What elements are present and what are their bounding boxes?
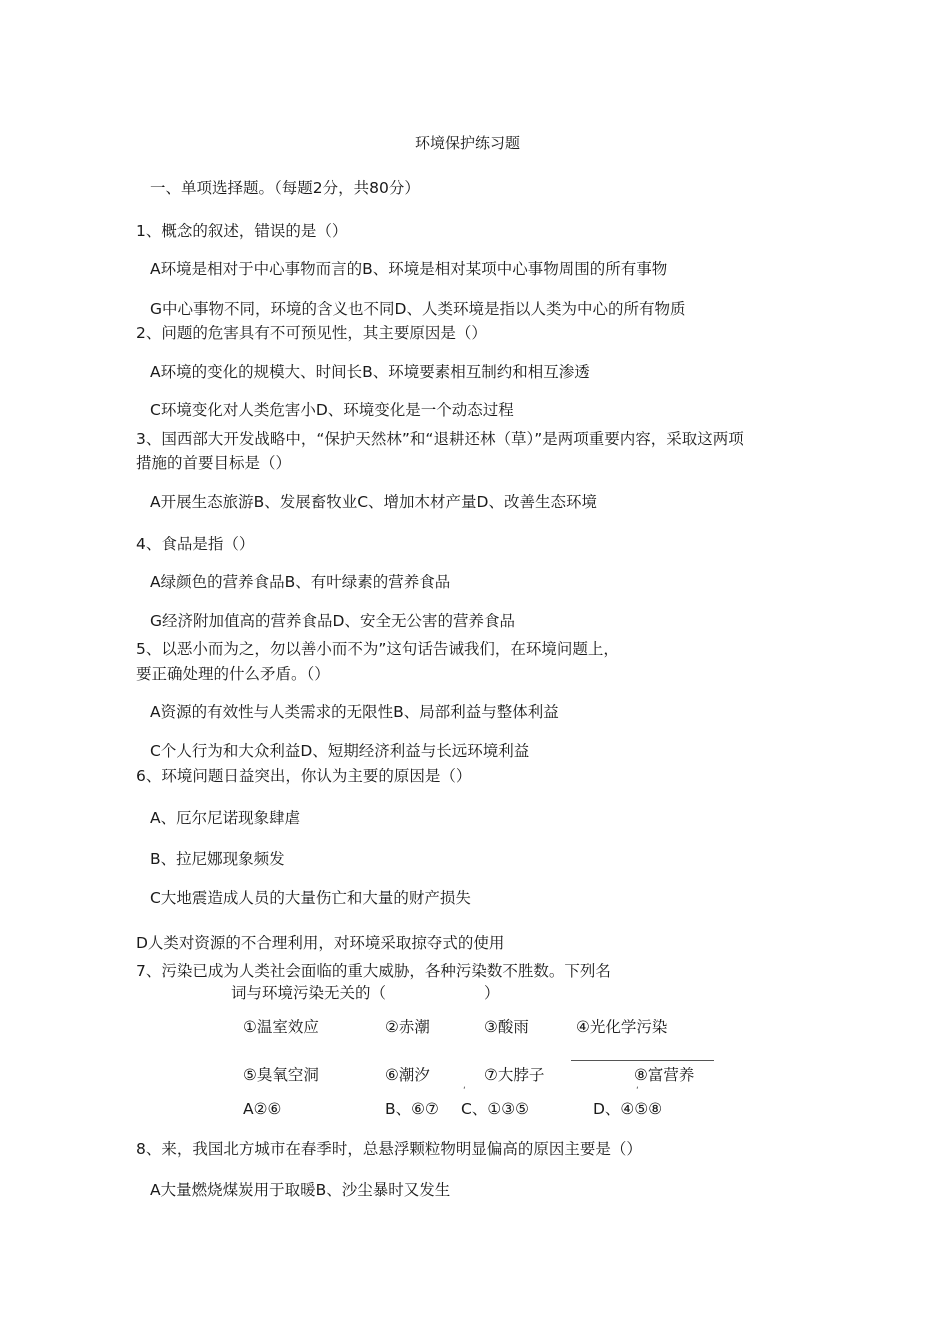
question-4-option-line-2: G经济附加值高的营养食品D、安全无公害的营养食品 [150,612,515,630]
question-1-option-line-1: A环境是相对于中心事物而言的B、环境是相对某项中心事物周围的所有事物 [150,260,668,278]
question-7-item-5: ⑤臭氧空洞 [243,1066,319,1084]
stray-mark: ‘ [463,1086,466,1096]
question-6-option-a: A、厄尔尼诺现象肆虐 [150,809,301,827]
question-7-item-1: ①温室效应 [243,1018,319,1036]
question-6-stem: 6、环境问题日益突出，你认为主要的原因是（） [136,767,472,785]
question-7-item-6: ⑥潮汐 [385,1066,430,1084]
question-7-answer-c: C、①③⑤ [461,1100,530,1118]
question-7-answer-b: B、⑥⑦ [385,1100,439,1118]
question-3-stem-line-2: 措施的首要目标是（） [136,454,292,472]
question-2-stem: 2、问题的危害具有不可预见性，其主要原因是（） [136,324,487,342]
question-8-stem: 8、来，我国北方城市在春季时，总悬浮颗粒物明显偏高的原因主要是（） [136,1140,642,1158]
question-7-answer-a: A②⑥ [243,1100,282,1118]
question-5-option-line-2: C个人行为和大众利益D、短期经济利益与长远环境利益 [150,742,530,760]
question-7-item-8: ⑧富营养 [634,1066,695,1084]
question-5-option-line-1: A资源的有效性与人类需求的无限性B、局部利益与整体利益 [150,703,559,721]
question-7-answer-d: D、④⑤⑧ [593,1100,663,1118]
question-4-stem: 4、食品是指（） [136,535,255,553]
question-3-option-line-1: A开展生态旅游B、发展畜牧业C、增加木材产量D、改善生态环境 [150,493,597,511]
question-4-option-line-1: A绿颜色的营养食品B、有叶绿素的营养食品 [150,573,451,591]
question-6-option-d: D人类对资源的不合理利用，对环境采取掠夺式的使用 [136,934,505,952]
question-6-option-c: C大地震造成人员的大量伤亡和大量的财产损失 [150,889,471,907]
section-heading: 一、单项选择题。（每题2分，共80分） [150,179,420,197]
question-5-stem-line-2: 要正确处理的什么矛盾。（） [136,665,330,683]
question-7-stem-line-1: 7、污染已成为人类社会面临的重大威胁，各种污染数不胜数。下列名 [136,962,611,980]
question-7-divider-rule [571,1060,714,1061]
page-title: 环境保护练习题 [415,134,521,152]
question-7-stem-line-2: 词与环境污染无关的（ [231,984,387,1002]
question-1-option-line-2: G中心事物不同，环境的含义也不同D、人类环境是指以人类为中心的所有物质 [150,300,686,318]
question-6-option-b: B、拉尼娜现象频发 [150,850,285,868]
question-8-option-line-1: A大量燃烧煤炭用于取暖B、沙尘暴时又发生 [150,1181,451,1199]
stray-mark: ‘ [636,1086,639,1096]
question-5-stem-line-1: 5、以恶小而为之，勿以善小而不为”这句话告诫我们，在环境问题上， [136,640,619,658]
question-7-item-4: ④光化学污染 [576,1018,668,1036]
question-2-option-line-2: C环境变化对人类危害小D、环境变化是一个动态过程 [150,401,514,419]
question-7-item-7: ⑦大脖子 [484,1066,545,1084]
question-7-stem-line-2-close: ） [484,984,500,1002]
question-7-item-3: ③酸雨 [484,1018,529,1036]
question-3-stem-line-1: 3、国西部大开发战略中，“保护天然林”和“退耕还林（草）”是两项重要内容，采取这两项 [136,430,744,448]
question-1-stem: 1、概念的叙述，错误的是（） [136,222,348,240]
question-2-option-line-1: A环境的变化的规模大、时间长B、环境要素相互制约和相互渗透 [150,363,590,381]
question-7-item-2: ②赤潮 [385,1018,430,1036]
